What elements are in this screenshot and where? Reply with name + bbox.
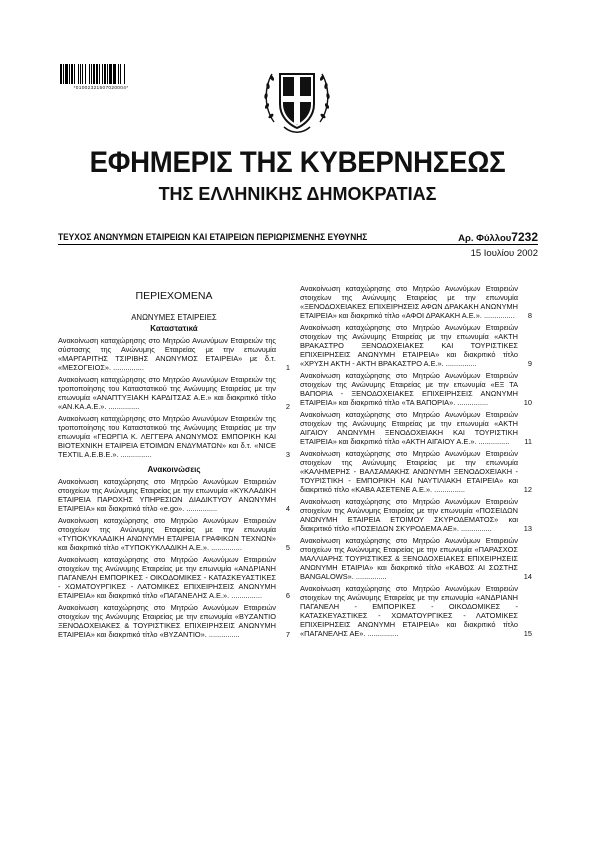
entry-text: Ανακοίνωση καταχώρησης στο Μητρώο Ανωνύμων Εταιρειών της τροποποίησης του Καταστατικού της Ανώνυμης Εταιρείας με την επωνυμία «ΑΝΑΠΤΥΞΙΑΚΗ ΚΑΡΔΙΤΣΑΣ Α.Ε.» και διακριτικό τίτλο «ΑΝ.ΚΑ.Α.Ε.». ............... — [58, 375, 276, 411]
entry-text: Ανακοίνωση καταχώρησης στο Μητρώο Ανωνύμων Εταιρειών στοιχείων της Ανώνυμης Εταιρείας με την επωνυμία «ΑΝΔΡΙΑΝΗ ΠΑΓΑΝΕΛΗ ΕΜΠΟΡΙΚΕΣ - ΟΙΚΟΔΟΜΙΚΕΣ - ΚΑΤΑΣΚΕΥΑΣΤΙΚΕΣ - ΧΩΜΑΤΟΥΡΓΙΚΕΣ - ΛΑΤΟΜΙΚΕΣ ΕΠΙΧΕΙΡΗΣΕΙΣ ΑΝΩΝΥΜΗ ΕΤΑΙΡΕΙΑ» και διακριτικό τίτλο «ΠΑΓΑΝΕΛΗΣ Α.Ε.». ............... — [58, 555, 276, 600]
entry-page-number: 1 — [285, 363, 290, 372]
entry-text: Ανακοίνωση καταχώρησης στο Μητρώο Ανωνύμων Εταιρειών στοιχείων της Ανώνυμης Εταιρείας με την επωνυμία «ΕΞ ΤΑ ΒΑΠΟΡΙΑ - ΞΕΝΟΔΟΧΕΙΑΚΕΣ ΕΠΙΧΕΙΡΗΣΕΙΣ ΑΝΩΝΥΜΗ ΕΤΑΙΡΕΙΑ» και διακριτικό τίτλο «ΤΑ ΒΑΠΟΡΙΑ». ............... — [300, 371, 518, 407]
contents-right-column — [300, 284, 532, 641]
contents-entry — [300, 449, 532, 494]
barcode — [60, 64, 142, 84]
contents-entry — [58, 477, 290, 513]
entry-page-number: 11 — [524, 437, 532, 446]
contents-entry — [58, 555, 290, 600]
contents-left-column — [58, 292, 290, 642]
entry-page-number: 10 — [523, 398, 532, 407]
entry-text: Ανακοίνωση καταχώρησης στο Μητρώο Ανωνύμων Εταιρειών στοιχείων της Ανώνυμης Εταιρείας με την επωνυμία «ΠΑΡΑΣΧΟΣ ΜΑΛΛΙΑΡΗΣ ΤΟΥΡΙΣΤΙΚΕΣ & ΞΕΝΟΔΟΧΕΙΑΚΕΣ ΕΠΙΧΕΙΡΗΣΕΙΣ ΑΝΩΝΥΜΗ ΕΤΑΙΡΙΑ» και διακριτικό τίτλο «ΚΑΒΟΣ ΑΙ ΣΩΣΤΗΣ BANGALOWS». ............... — [300, 536, 518, 581]
contents-entry — [300, 284, 532, 320]
gazette-subtitle: ΤΗΣ ΕΛΛΗΝΙΚΗΣ ΔΗΜΟΚΡΑΤΙΑΣ — [158, 184, 437, 204]
entry-text: Ανακοίνωση καταχώρησης στο Μητρώο Ανωνύμων Εταιρειών της σύστασης της Ανώνυμης Εταιρείας με την επωνυμία «ΜΑΡΓΑΡΙΤΗΣ ΤΣΙΡΙΒΗΣ ΑΝΩΝΥΜΟΣ ΕΤΑΙΡΕΙΑ» με δ.τ. «ΜΕΣΟΓΕΙΟΣ». ............... — [58, 336, 276, 372]
sheet-number: 7232 — [511, 230, 538, 244]
entry-page-number: 3 — [285, 450, 290, 459]
entry-page-number: 14 — [523, 572, 532, 581]
entry-text: Ανακοίνωση καταχώρησης στο Μητρώο Ανωνύμων Εταιρειών στοιχείων της Ανώνυμης Εταιρείας με την επωνυμία «ΠΟΣΕΙΔΩΝ ΑΝΩΝΥΜΗ ΕΤΑΙΡΕΙΑ ΕΤΟΙΜΟΥ ΣΚΥΡΟΔΕΜΑΤΟΣ» και διακριτικό τίτλο «ΠΟΣΕΙΔΩΝ ΣΚΥΡΟΔΕΜΑ ΑΕ». ............... — [300, 497, 518, 533]
contents-entry — [300, 584, 532, 638]
entry-page-number: 4 — [285, 504, 290, 513]
sheet-number-label — [458, 230, 538, 244]
entry-text: Ανακοίνωση καταχώρησης στο Μητρώο Ανωνύμων Εταιρειών της τροποποίησης του Καταστατικού της Ανώνυμης Εταιρείας με την επωνυμία «ΓΕΩΡΓΙΑ Κ. ΛΕΓΓΕΡΑ ΑΝΩΝΥΜΟΣ ΕΜΠΟΡΙΚΗ ΚΑΙ ΒΙΟΤΕΧΝΙΚΗ ΕΤΑΙΡΕΙΑ ΕΤΟΙΜΩΝ ΕΝΔΥΜΑΤΩΝ» και δ.τ. «NICE TEXTIL A.E.B.E.». ............... — [58, 414, 276, 459]
contents-entry — [58, 336, 290, 372]
entry-text: Ανακοίνωση καταχώρησης στο Μητρώο Ανωνύμων Εταιρειών στοιχείων της Ανώνυμης Εταιρείας με την επωνυμία «ΚΥΚΛΑΔΙΚΗ ΕΤΑΙΡΕΙΑ ΠΑΡΟΧΗΣ ΥΠΗΡΕΣΙΩΝ ΔΙΑΔΙΚΤΥΟΥ ΑΝΩΝΥΜΗ ΕΤΑΙΡΕΙΑ» και διακριτικό τίτλο «e.go». ............... — [58, 477, 276, 513]
contents-entry — [300, 410, 532, 446]
contents-entry — [58, 603, 290, 639]
contents-heading: ΠΕΡΙΕΧΟΜΕΝΑ — [135, 290, 213, 302]
sheet-label: Αρ. Φύλλου — [458, 233, 512, 244]
contents-entry — [58, 516, 290, 552]
entry-page-number: 2 — [285, 402, 290, 411]
contents-entry — [300, 497, 532, 533]
barcode-number: *01002321507020004* — [73, 86, 129, 91]
entry-text: Ανακοίνωση καταχώρησης στο Μητρώο Ανωνύμων Εταιρειών στοιχείων της Ανώνυμης Εταιρείας με την επωνυμία «ΒΥΖΑΝΤΙΟ ΞΕΝΟΔΟΧΕΙΑΚΕΣ & ΤΟΥΡΙΣΤΙΚΕΣ ΕΠΙΧΕΙΡΗΣΕΙΣ ΑΝΩΝΥΜΗ ΕΤΑΙΡΕΙΑ» και διακριτικό τίτλο «ΒΥΖΑΝΤΙΟ». ............... — [58, 603, 276, 639]
header-rule — [58, 244, 538, 245]
section-heading: ΑΝΩΝΥΜΕΣ ΕΤΑΙΡΕΙΕΣ — [131, 313, 217, 322]
entry-text: Ανακοίνωση καταχώρησης στο Μητρώο Ανωνύμων Εταιρειών στοιχείων της Ανώνυμης Εταιρείας με την επωνυμία «ΚΑΛΗΜΕΡΗΣ - ΒΑΛΣΑΜΑΚΗΣ ΑΝΩΝΥΜΗ ΞΕΝΟΔΟΧΕΙΑΚΗ - ΤΟΥΡΙΣΤΙΚΗ - ΕΜΠΟΡΙΚΗ ΚΑΙ ΝΑΥΤΙΛΙΑΚΗ ΕΤΑΙΡΕΙΑ» και διακριτικό τίτλο «ΚΑΒΑ ΑΣΕΤΕΝΕ Α.Ε.». ............... — [300, 449, 518, 494]
statutes-list — [58, 336, 290, 459]
announcements-list-right — [300, 284, 532, 638]
entry-text: Ανακοίνωση καταχώρησης στο Μητρώο Ανωνύμων Εταιρειών στοιχείων της Ανώνυμης Εταιρείας με την επωνυμία «ΤΥΠΟΚΥΚΛΑΔΙΚΗ ΑΝΩΝΥΜΗ ΕΤΑΙΡΕΙΑ ΓΡΑΦΙΚΩΝ ΤΕΧΝΩΝ» και διακριτικό τίτλο «ΤΥΠΟΚΥΚΛΑΔΙΚΗ Α.Ε.». ............... — [58, 516, 276, 552]
entry-page-number: 9 — [527, 359, 532, 368]
coat-of-arms-emblem — [262, 60, 332, 140]
issue-date: 15 Ιουλίου 2002 — [470, 248, 538, 259]
contents-entry — [58, 375, 290, 411]
entry-page-number: 5 — [285, 543, 290, 552]
announcements-heading: Ανακοινώσεις — [147, 465, 201, 474]
entry-page-number: 7 — [285, 630, 290, 639]
announcements-list-left — [58, 477, 290, 639]
issue-type: ΤΕΥΧΟΣ ΑΝΩΝΥΜΩΝ ΕΤΑΙΡΕΙΩΝ ΚΑΙ ΕΤΑΙΡΕΙΩΝ ΠΕΡΙΩΡΙΣΜΕΝΗΣ ΕΥΘΥΝΗΣ — [58, 232, 368, 243]
entry-page-number: 15 — [523, 629, 532, 638]
contents-entry — [300, 323, 532, 368]
entry-page-number: 12 — [523, 485, 532, 494]
contents-entry — [300, 536, 532, 581]
entry-text: Ανακοίνωση καταχώρησης στο Μητρώο Ανωνύμων Εταιρειών στοιχείων της Ανώνυμης Εταιρείας με την επωνυμία «ΑΚΤΗ ΑΙΓΑΙΟΥ ΑΝΩΝΥΜΗ ΞΕΝΟΔΟΧΕΙΑΚΗ ΚΑΙ ΤΟΥΡΙΣΤΙΚΗ ΕΤΑΙΡΕΙΑ» και διακριτικό τίτλο «ΑΚΤΗ ΑΙΓΑΙΟΥ Α.Ε.». ............... — [300, 410, 518, 446]
contents-entry — [58, 414, 290, 459]
entry-text: Ανακοίνωση καταχώρησης στο Μητρώο Ανωνύμων Εταιρειών στοιχείων της Ανώνυμης Εταιρείας με την επωνυμία «ΑΚΤΗ ΒΡΑΚΑΣΤΡΟ ΞΕΝΟΔΟΧΕΙΑΚΕΣ ΚΑΙ ΤΟΥΡΙΣΤΙΚΕΣ ΕΠΙΧΕΙΡΗΣΕΙΣ ΑΝΩΝΥΜΗ ΕΤΑΙΡΕΙΑ» και διακριτικό τίτλο «ΧΡΥΣΗ ΑΚΤΗ - ΑΚΤΗ ΒΡΑΚΑΣΤΡΟ Α.Ε.». ............... — [300, 323, 518, 368]
entry-page-number: 13 — [523, 524, 532, 533]
statutes-heading: Καταστατικά — [150, 324, 198, 333]
entry-page-number: 6 — [285, 591, 290, 600]
entry-text: Ανακοίνωση καταχώρησης στο Μητρώο Ανωνύμων Εταιρειών στοιχείων της Ανώνυμης Εταιρείας με την επωνυμία «ΑΝΔΡΙΑΝΗ ΠΑΓΑΝΕΛΗ - ΕΜΠΟΡΙΚΕΣ - ΟΙΚΟΔΟΜΙΚΕΣ - ΚΑΤΑΣΚΕΥΑΣΤΙΚΕΣ - ΧΩΜΑΤΟΥΡΓΙΚΕΣ - ΛΑΤΟΜΙΚΕΣ ΕΠΙΧΕΙΡΗΣΕΙΣ ΑΝΩΝΥΜΗ ΕΤΑΙΡΕΙΑ» και διακριτικό τίτλο «ΠΑΓΑΝΕΛΗΣ ΑΕ». ............... — [300, 584, 518, 638]
entry-page-number: 8 — [527, 311, 532, 320]
contents-entry — [300, 371, 532, 407]
gazette-title: ΕΦΗΜΕΡΙΣ ΤΗΣ ΚΥΒΕΡΝΗΣΕΩΣ — [89, 146, 506, 179]
entry-text: Ανακοίνωση καταχώρησης στο Μητρώο Ανωνύμων Εταιρειών στοιχείων της Ανώνυμης Εταιρείας με την επωνυμία «ΞΕΝΟΔΟΧΕΙΑΚΕΣ ΕΠΙΧΕΙΡΗΣΕΙΣ ΑΦΩΝ ΔΡΑΚΑΚΗ ΑΝΩΝΥΜΗ ΕΤΑΙΡΕΙΑ» και διακριτικό τίτλο «ΑΦΟΙ ΔΡΑΚΑΚΗ Α.Ε.». ............... — [300, 284, 518, 320]
barcode-bar — [125, 64, 126, 84]
